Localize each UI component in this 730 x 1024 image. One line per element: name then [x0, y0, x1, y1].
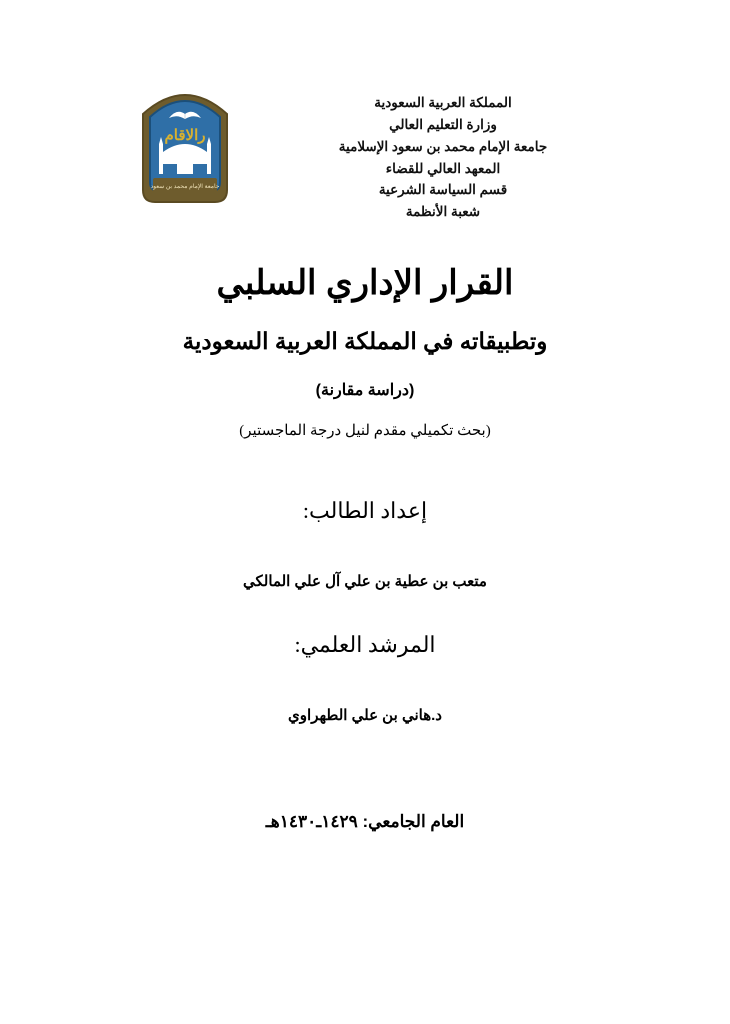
university-emblem-icon — [137, 78, 233, 206]
credits-block — [0, 498, 730, 724]
header-line-4: المعهد العالي للقضاء — [385, 160, 501, 176]
title-block — [0, 262, 730, 440]
institution-header — [0, 78, 730, 223]
student-label: إعداد الطالب: — [302, 498, 428, 523]
university-logo — [137, 78, 233, 206]
header-line-5: قسم السياسة الشرعية — [378, 182, 508, 198]
header-text-block — [293, 78, 593, 223]
svg-text:رالاقام: رالاقام — [164, 127, 206, 144]
supervisor-name: د.هاني بن علي الطهراوي — [288, 707, 442, 724]
header-line-1: المملكة العربية السعودية — [374, 95, 512, 110]
academic-year: العام الجامعي: ١٤٢٩ـ١٤٣٠هـ — [265, 812, 465, 831]
header-line-3: جامعة الإمام محمد بن سعود الإسلامية — [338, 138, 548, 154]
header-line-6: شعبة الأنظمة — [405, 204, 481, 220]
svg-text:جامعة الإمام محمد بن سعود: جامعة الإمام محمد بن سعود — [150, 184, 220, 190]
student-name: متعب بن عطية بن علي آل علي المالكي — [243, 573, 487, 590]
header-line-2: وزارة التعليم العالي — [389, 116, 497, 132]
thesis-note: (بحث تكميلي مقدم لنيل درجة الماجستير) — [239, 423, 491, 440]
page-subtitle: وتطبيقاته في المملكة العربية السعودية — [182, 327, 548, 354]
study-type: (دراسة مقارنة) — [315, 382, 415, 400]
page-title: القرار الإداري السلبي — [216, 264, 514, 302]
supervisor-label: المرشد العلمي: — [294, 632, 436, 657]
